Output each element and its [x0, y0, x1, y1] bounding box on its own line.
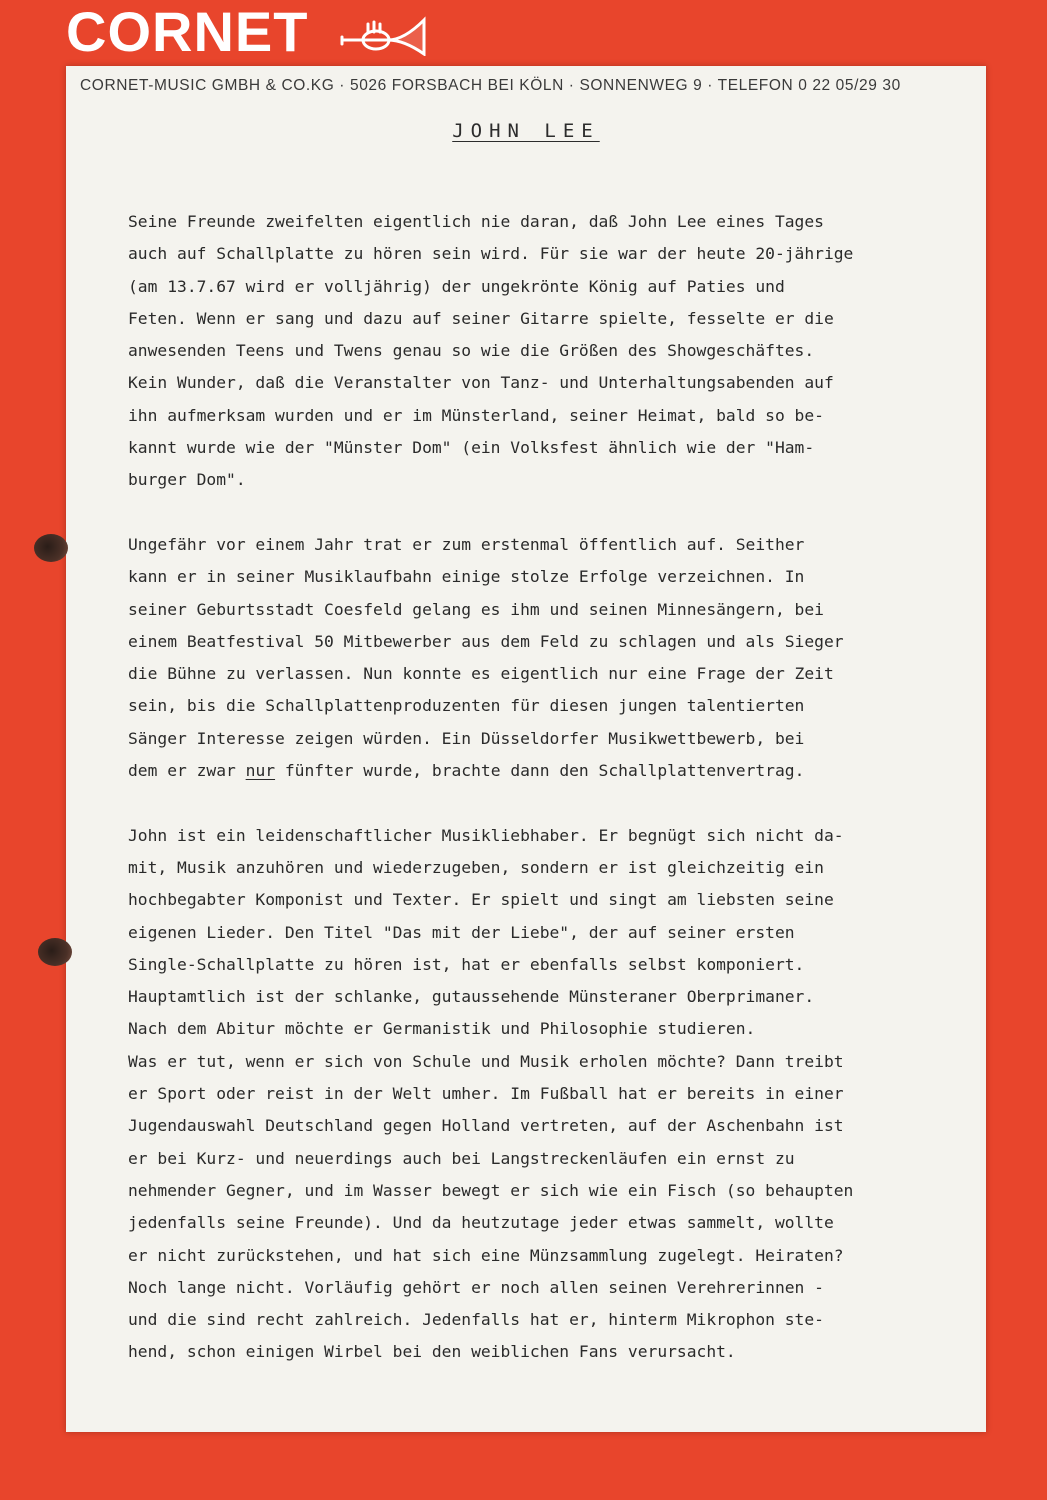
- title-text: JOHN LEE: [452, 120, 600, 142]
- text-line: er nicht zurückstehen, und hat sich eine Münzsammlung zugelegt. Heiraten?: [128, 1245, 844, 1265]
- paragraph-2: [128, 529, 988, 787]
- text-line: jedenfalls seine Freunde). Und da heutzutage jeder etwas sammelt, wollte: [128, 1213, 834, 1233]
- text-line: Was er tut, wenn er sich von Schule und Musik erholen möchte? Dann treibt: [128, 1051, 844, 1071]
- text-line: Jugendauswahl Deutschland gegen Holland vertreten, auf der Aschenbahn ist: [128, 1116, 844, 1136]
- text-line: Kein Wunder, daß die Veranstalter von Tanz- und Unterhaltungsabenden auf: [128, 373, 834, 393]
- text-line: kannt wurde wie der "Münster Dom" (ein Volksfest ähnlich wie der "Ham-: [128, 438, 815, 458]
- text-segment: fünfter wurde, brachte dann den Schallplattenvertrag.: [275, 761, 805, 781]
- brand-logo-text: CORNET: [66, 0, 309, 63]
- underlined-word: nur: [245, 761, 276, 781]
- paragraph-3: [128, 820, 988, 1369]
- text-line: er Sport oder reist in der Welt umher. Im Fußball hat er bereits in einer: [128, 1084, 844, 1104]
- paragraph-1: [128, 206, 988, 497]
- punch-hole: [34, 534, 68, 562]
- text-line: und die sind recht zahlreich. Jedenfalls hat er, hinterm Mikrophon ste-: [128, 1310, 824, 1330]
- text-line: einem Beatfestival 50 Mitbewerber aus dem Feld zu schlagen und als Sieger: [128, 631, 844, 651]
- letterhead: CORNET-MUSIC GMBH & CO.KG · 5026 FORSBACH BEI KÖLN · SONNENWEG 9 · TELEFON 0 22 05/29 30: [80, 77, 901, 94]
- text-line: eigenen Lieder. Den Titel "Das mit der Liebe", der auf seiner ersten: [128, 922, 795, 942]
- text-line: nehmender Gegner, und im Wasser bewegt er sich wie ein Fisch (so behaupten: [128, 1180, 854, 1200]
- text-line: sein, bis die Schallplattenproduzenten für diesen jungen talentierten: [128, 696, 805, 716]
- text-line: [128, 755, 988, 787]
- text-line: burger Dom".: [128, 470, 246, 490]
- text-line: Ungefähr vor einem Jahr trat er zum erstenmal öffentlich auf. Seither: [128, 534, 805, 554]
- text-line: ihn aufmerksam wurden und er im Münsterland, seiner Heimat, bald so be-: [128, 405, 824, 425]
- document-title: [66, 120, 986, 142]
- text-line: Hauptamtlich ist der schlanke, gutaussehende Münsteraner Oberprimaner.: [128, 987, 815, 1007]
- text-line: er bei Kurz- und neuerdings auch bei Langstreckenläufen ein ernst zu: [128, 1148, 795, 1168]
- trumpet-icon: [338, 10, 430, 56]
- text-line: Sänger Interesse zeigen würden. Ein Düsseldorfer Musikwettbewerb, bei: [128, 728, 805, 748]
- text-line: Feten. Wenn er sang und dazu auf seiner Gitarre spielte, fesselte er die: [128, 308, 834, 328]
- letter-page: [66, 66, 986, 1432]
- text-line: hochbegabter Komponist und Texter. Er spielt und singt am liebsten seine: [128, 890, 834, 910]
- text-line: John ist ein leidenschaftlicher Musikliebhaber. Er begnügt sich nicht da-: [128, 825, 844, 845]
- text-line: anwesenden Teens und Twens genau so wie die Größen des Showgeschäftes.: [128, 341, 815, 361]
- text-line: auch auf Schallplatte zu hören sein wird. Für sie war der heute 20-jährige: [128, 244, 854, 264]
- text-line: Noch lange nicht. Vorläufig gehört er noch allen seinen Verehrerinnen -: [128, 1277, 824, 1297]
- text-line: die Bühne zu verlassen. Nun konnte es eigentlich nur eine Frage der Zeit: [128, 664, 834, 684]
- body-text: [128, 206, 988, 1401]
- text-line: kann er in seiner Musiklaufbahn einige stolze Erfolge verzeichnen. In: [128, 567, 805, 587]
- text-line: Nach dem Abitur möchte er Germanistik und Philosophie studieren.: [128, 1019, 756, 1039]
- text-line: Single-Schallplatte zu hören ist, hat er ebenfalls selbst komponiert.: [128, 954, 805, 974]
- punch-hole: [38, 938, 72, 966]
- text-line: seiner Geburtsstadt Coesfeld gelang es ihm und seinen Minnesängern, bei: [128, 599, 824, 619]
- text-segment: dem er zwar: [128, 761, 246, 781]
- text-line: (am 13.7.67 wird er volljährig) der ungekrönte König auf Paties und: [128, 276, 785, 296]
- text-line: Seine Freunde zweifelten eigentlich nie daran, daß John Lee eines Tages: [128, 212, 824, 231]
- text-line: mit, Musik anzuhören und wiederzugeben, sondern er ist gleichzeitig ein: [128, 857, 824, 877]
- text-line: hend, schon einigen Wirbel bei den weiblichen Fans verursacht.: [128, 1342, 736, 1362]
